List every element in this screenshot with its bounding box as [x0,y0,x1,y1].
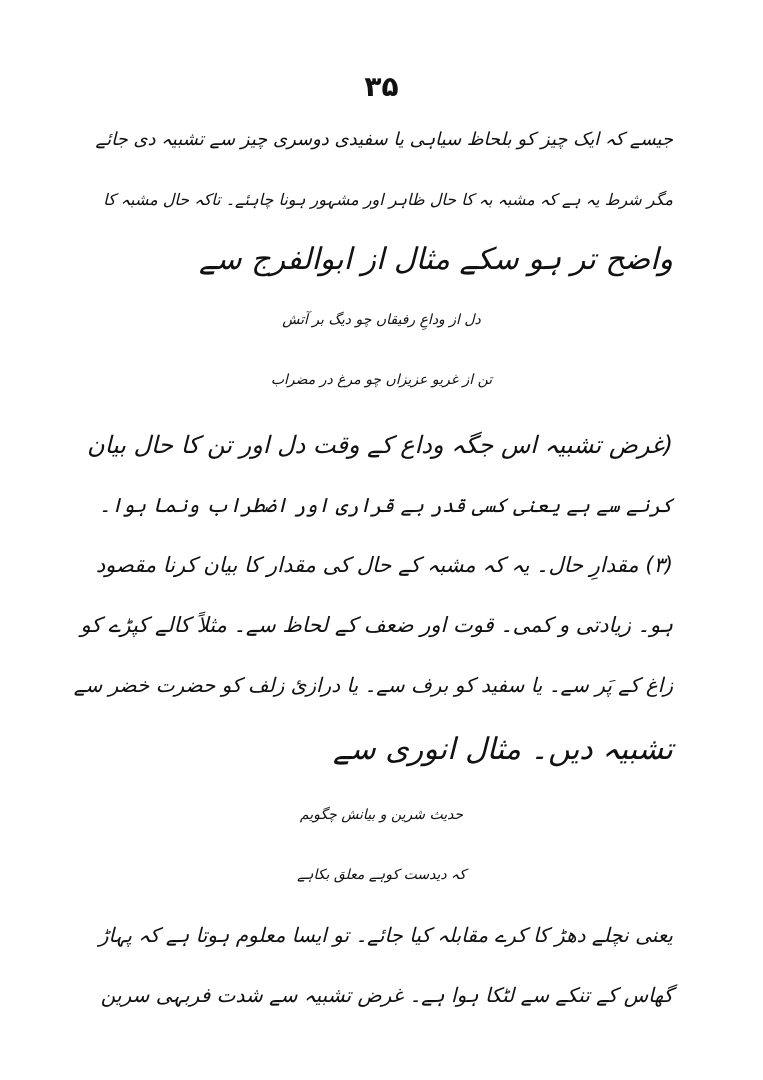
section-heading-line: (۳) مقدارِ حال۔ یہ کہ مشبہ کے حال کی مقدار کا بیان کرنا مقصود [95,553,673,577]
verse-line-1: دل از وداعِ رفیقاں چو دیگ بر آتش [282,312,481,328]
verse-line-2: تن از غریو عزیزاں چو مرغ در مضراب [270,372,493,388]
text-line-8: تشبیہ دیں۔ مثال انوری سے [333,732,673,767]
text-line-2: مگر شرط یہ ہے کہ مشبہ بہ کا حال ظاہر اور مشہور ہونا چاہئے۔ تاکہ حال مشبہ کا [103,190,673,209]
text-line-4: (غرض تشبیہ اس جگہ وداع کے وقت دل اور تن کا حال بیان [87,431,673,459]
text-line-5: کرنے سے ہے یعنی کسی قدر بے قراری اور اضطراب ونما ہوا۔ [99,493,673,517]
text-line-3: واضح تر ہو سکے مثال از ابوالفرج سے [198,242,673,277]
text-line-6: ہو۔ زیادتی و کمی۔ قوت اور ضعف کے لحاظ سے۔ مثلاً کالے کپڑے کو [80,613,673,637]
verse-line-4: کہ دیدست کوہے معلق بکاہے [297,867,466,883]
text-line-1: جیسے کہ ایک چیز کو بلحاظ سیاہی یا سفیدی دوسری چیز سے تشبیہ دی جائے [95,129,673,150]
text-line-9: یعنی نچلے دھڑ کا کرے مقابلہ کیا جائے۔ تو ایسا معلوم ہوتا ہے کہ پہاڑ [98,923,673,947]
text-line-10: گھاس کے تنکے سے لٹکا ہوا ہے۔ غرض تشبیہ سے شدت فربہی سرین [100,983,673,1007]
verse-line-3: حدیث شرین و بیانش چگویم [299,807,464,823]
page-number: ۳۵ [364,70,399,103]
text-line-7: زاغ کے پَر سے۔ یا سفید کو برف سے۔ یا درازیٔ زلف کو حضرت خضر سے [73,673,673,697]
